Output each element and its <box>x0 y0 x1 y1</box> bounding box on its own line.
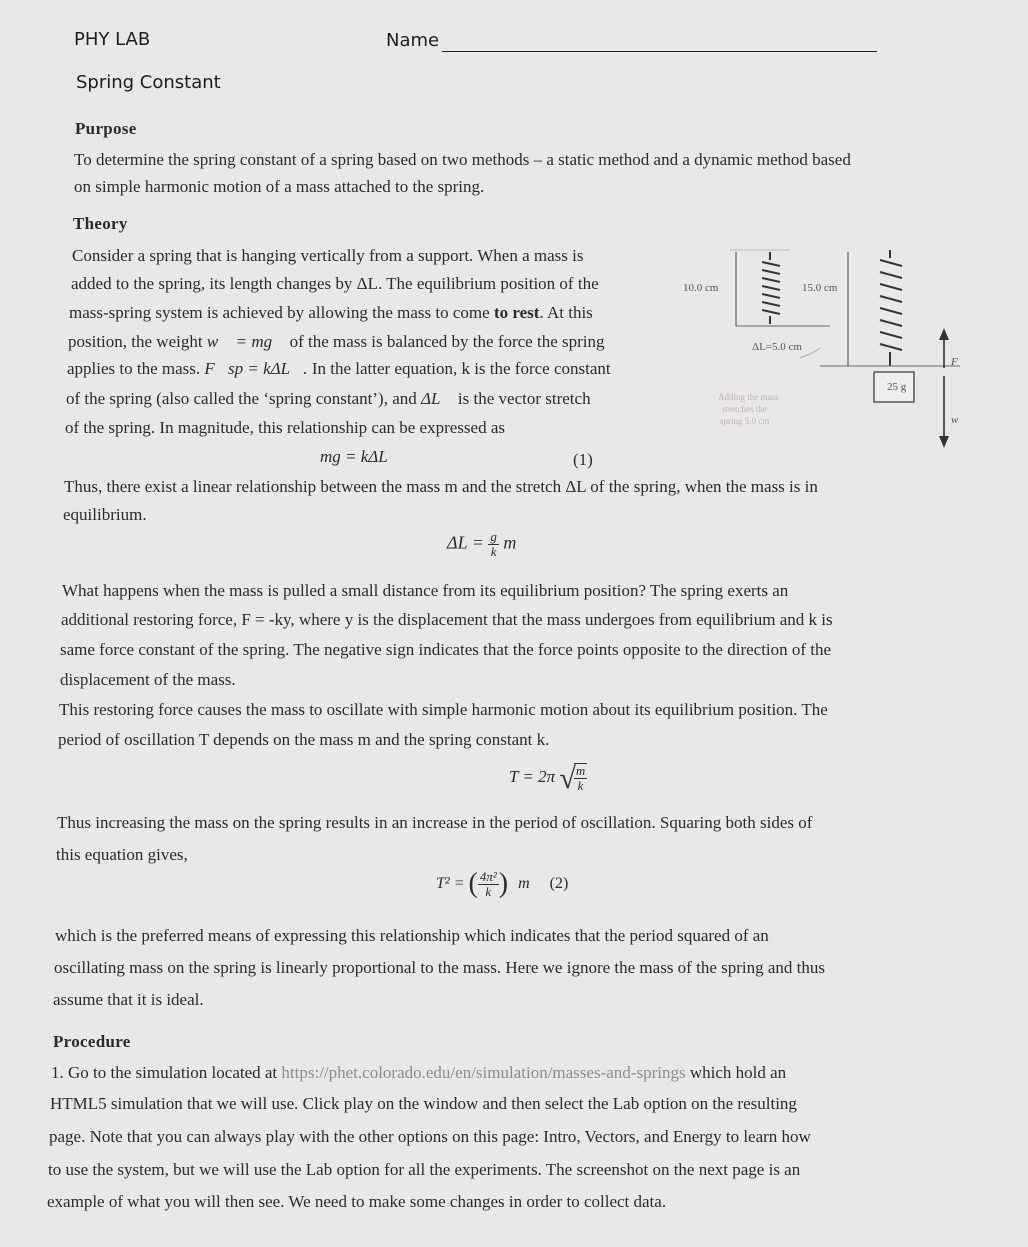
name-field-line[interactable] <box>442 51 877 52</box>
squaring-line: Thus increasing the mass on the spring results in an increase in the period of oscillation. Squaring both sides of <box>57 813 813 832</box>
procedure-heading: Procedure <box>53 1032 131 1051</box>
to-rest-emphasis: to rest <box>493 303 540 322</box>
procedure-line <box>51 1058 786 1087</box>
restoring-line: This restoring force causes the mass to oscillate with simple harmonic motion about its equilibrium position. The <box>59 700 828 719</box>
purpose-text-line: on simple harmonic motion of a mass attached to the spring. <box>74 177 485 196</box>
purpose-text-line: To determine the spring constant of a spring based on two methods – a static method and a dynamic method based <box>74 150 851 169</box>
eq2-paren-close: ) <box>498 868 509 899</box>
preferred-line: assume that it is ideal. <box>53 990 204 1009</box>
theory-line <box>69 298 593 327</box>
eq-t-num: m <box>575 763 586 779</box>
label-15cm: 15.0 cm <box>802 282 838 294</box>
restoring-line: displacement of the mass. <box>60 670 236 689</box>
after-eq1-line: Thus, there exist a linear relationship between the mass m and the stretch ΔL of the spring, when the mass is in <box>64 477 818 496</box>
figure-caption-line: spring 5.0 cm <box>720 416 770 426</box>
equation-1-number: (1) <box>573 450 593 469</box>
eq2-den: k <box>485 883 492 899</box>
preferred-line: oscillating mass on the spring is linearly proportional to the mass. Here we ignore the mass of the spring and thus <box>54 958 825 977</box>
theory-line-text: In the latter equation, k is the force constant <box>311 359 611 378</box>
course-label: PHY LAB <box>74 29 151 50</box>
procedure-line: to use the system, but we will use the Lab option for all the experiments. The screenshot on the next page is an <box>48 1160 801 1179</box>
spring-left <box>762 252 780 324</box>
equation-delta-l <box>447 530 516 559</box>
equation-2 <box>436 868 568 900</box>
name-label: Name <box>386 30 440 51</box>
eq2-num: 4π² <box>479 868 497 884</box>
theory-line-text: . At this <box>539 303 593 322</box>
weight-label: w <box>951 414 959 426</box>
eq-t-lhs: T = 2π <box>509 767 556 786</box>
theory-line: added to the spring, its length changes by ΔL. The equilibrium position of the <box>71 274 599 293</box>
after-eq1-line: equilibrium. <box>63 505 147 524</box>
purpose-heading: Purpose <box>75 119 137 138</box>
force-label: F <box>951 356 958 368</box>
label-10cm: 10.0 cm <box>683 282 719 294</box>
delta-l-vector: ΔL⃗ <box>421 389 454 408</box>
procedure-line: example of what you will then see. We need to make some changes in order to collect data. <box>47 1192 667 1211</box>
eq-dl-den: k <box>490 544 497 559</box>
eq-dl-fraction <box>488 530 499 559</box>
spring-right <box>880 250 902 366</box>
theory-heading: Theory <box>73 214 128 233</box>
equation-period <box>509 762 587 796</box>
procedure-text: which hold an <box>689 1063 787 1082</box>
theory-line: of the spring. In magnitude, this relationship can be expressed as <box>65 418 505 437</box>
procedure-line: page. Note that you can always play with the other options on this page: Intro, Vectors, and Energy to learn how <box>49 1127 811 1146</box>
mass-label: 25 g <box>887 381 907 393</box>
eq-t-fraction <box>574 763 587 793</box>
restoring-line: What happens when the mass is pulled a small distance from its equilibrium position? The spring exerts an <box>62 581 789 600</box>
weight-equation: w⃗ = mg⃗ <box>206 332 286 351</box>
eq-dl-rhs: m <box>503 532 517 553</box>
restoring-line: same force constant of the spring. The negative sign indicates that the force points opposite to the direction of the <box>60 640 832 659</box>
preferred-line: which is the preferred means of expressing this relationship which indicates that the period squared of an <box>55 926 769 945</box>
theory-line-text: of the mass is balanced by the force the spring <box>289 332 605 351</box>
curved-arrow <box>800 348 820 358</box>
eq2-fraction <box>478 870 499 899</box>
squaring-line: this equation gives, <box>56 845 188 864</box>
eq-t-den: k <box>577 778 584 794</box>
theory-line-text: mass-spring system is achieved by allowing the mass to come <box>69 303 490 322</box>
eq-dl-lhs: ΔL = <box>447 532 484 553</box>
eq2-rhs: m <box>518 875 530 892</box>
spring-force-equation: F⃗sp = kΔL⃗. <box>204 359 308 378</box>
eq2-paren-open: ( <box>468 868 478 899</box>
theory-line <box>66 384 591 413</box>
restoring-line: period of oscillation T depends on the mass m and the spring constant k. <box>58 730 550 749</box>
weight-arrowhead-down <box>939 436 949 448</box>
figure-caption-line: stretches the <box>722 404 767 414</box>
force-arrowhead-up <box>939 328 949 340</box>
label-delta-l: ΔL=5.0 cm <box>752 341 802 353</box>
eq2-lhs: T² = <box>436 875 465 892</box>
theory-line: Consider a spring that is hanging vertically from a support. When a mass is <box>72 246 584 265</box>
procedure-line: HTML5 simulation that we will use. Click play on the window and then select the Lab option on the resulting <box>50 1094 797 1113</box>
sqrt-sign: √ <box>559 762 576 795</box>
theory-line-text: is the vector stretch <box>457 389 591 408</box>
restoring-line: additional restoring force, F = -ky, where y is the displacement that the mass undergoes from equilibrium and k is <box>61 610 833 629</box>
equation-1: mg = kΔL <box>320 447 388 466</box>
theory-line <box>68 327 605 356</box>
page-title: Spring Constant <box>76 72 221 93</box>
theory-line <box>67 354 611 383</box>
figure-caption-line: Adding the mass <box>718 392 779 402</box>
eq-dl-num: g <box>490 529 497 544</box>
simulation-link[interactable]: https://phet.colorado.edu/en/simulation/masses-and-springs <box>281 1063 686 1082</box>
theory-line-text: of the spring (also called the ‘spring constant’), and <box>66 389 417 408</box>
eq2-number: (2) <box>549 875 569 892</box>
procedure-text: 1. Go to the simulation located at <box>51 1063 278 1082</box>
theory-line-text: position, the weight <box>68 332 203 351</box>
theory-line-text: applies to the mass. <box>67 359 201 378</box>
